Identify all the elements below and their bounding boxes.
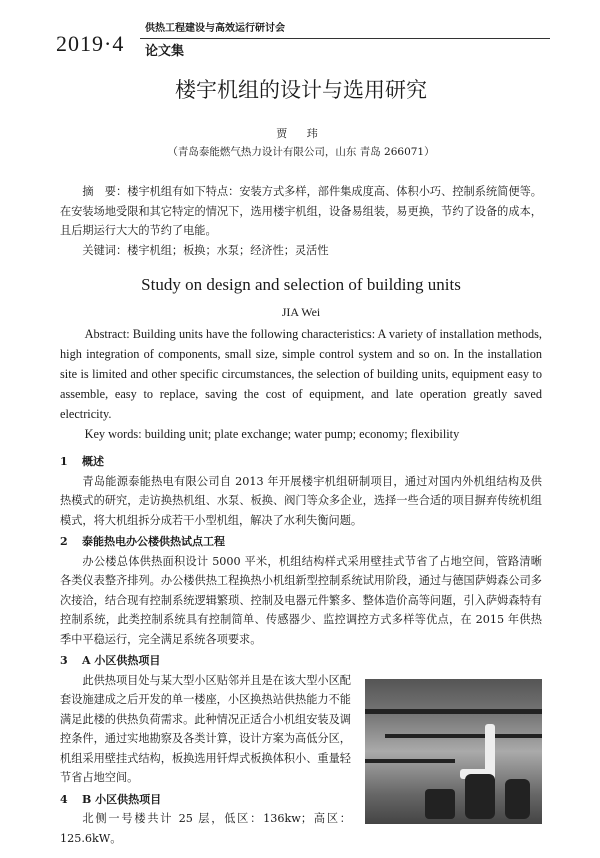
paper-body [0, 76, 600, 858]
series-title: 供热工程建设与高效运行研讨会 [145, 23, 285, 34]
header-rule [140, 38, 550, 39]
section-title: 泰能热电办公楼供热试点工程 [82, 535, 225, 548]
section-text: 青岛能源泰能热电有限公司自 2013 年开展楼宇机组研制项目，通过对国内外机组结构及供热模式的研究，走访换热机组、水泵、板换、阀门等众多企业，选择一些合适的项目摒弃传统机组模式，将大机组拆分成若干小型机组，解决了水利失衡问题。 [60, 474, 542, 527]
keywords-cn: 关键词：楼宇机组；板换；水泵；经济性；灵活性 [82, 243, 329, 257]
section-title: B 小区供热项目 [82, 792, 162, 806]
section-text: 办公楼总体供热面积设计 5000 平米，机组结构样式采用壁挂式节省了占地空间，管路清晰各类仪表整齐排列。办公楼供热工程换热小机组新型控制系统试用阶段，通过与德国萨姆森公司多次接洽，结合现有控制系统逻辑繁琐、控制及电器元件繁多、整体造价高等问题，引入萨姆森特有控制系统，此类控制系统具有控制简单、传感器少、监控调控方式多样等优点，在 2015 年供热季中平稳运行，完全满足系统各项要求。 [60, 554, 542, 646]
section-number: 1 [60, 455, 68, 468]
collection-label: 论文集 [145, 44, 185, 59]
abstract-en: Abstract: Building units have the following characteristics: A variety of installation methods, high integration of components, small size, simple control system and so on. In the installation site is limited and other specific circumstances, the selection of building units, equipment easy to assemble, easy to replace, saving the cost of equipment, and late operation greatly saved electricity. [60, 327, 542, 421]
masthead [0, 0, 600, 70]
section-text: 北侧一号楼共计 25 层，低区：136kw；高区：125.6kW。 [60, 812, 351, 845]
section-title: 概述 [82, 455, 104, 468]
title-en: Study on design and selection of building units [141, 275, 461, 294]
section-text: 此供热项目处与某大型小区贴邻并且是在该大型小区配套设施建成之后开发的单一楼座，小区换热站供热能力不能满足此楼的供热负荷需求。此种情况正适合小机组安装及调控条件，通过实地勘察及各类计算，设计方案为高低分区，机组采用壁挂式结构，板换选用钎焊式板换体积小、重量轻节省占地空间。 [60, 673, 351, 784]
section-title: A 小区供热项目 [82, 654, 161, 667]
abstract-cn: 摘 要：楼宇机组有如下特点：安装方式多样，部件集成度高、体积小巧、控制系统简便等。在安装场地受限和其它特定的情况下，选用楼宇机组，设备易组装，易更换，节约了设备的成本，且后期运行大大的节约了电能。 [60, 185, 542, 237]
equipment-photo [365, 679, 542, 824]
author: 贾 玮 [276, 127, 326, 140]
section-heading [60, 452, 542, 472]
section-number: 3 [60, 654, 68, 667]
issue-year: 2019·4 [56, 31, 125, 56]
affiliation: （青岛泰能燃气热力设计有限公司，山东 青岛 266071） [167, 146, 435, 158]
section-number: 4 [60, 792, 68, 806]
section-number: 2 [60, 535, 68, 548]
section-heading [60, 532, 542, 552]
author-en: JIA Wei [281, 305, 321, 319]
section-heading [60, 651, 542, 671]
paper-title: 楼宇机组的设计与选用研究 [175, 78, 427, 102]
keywords-en: Key words: building unit; plate exchange; water pump; economy; flexibility [84, 427, 460, 441]
